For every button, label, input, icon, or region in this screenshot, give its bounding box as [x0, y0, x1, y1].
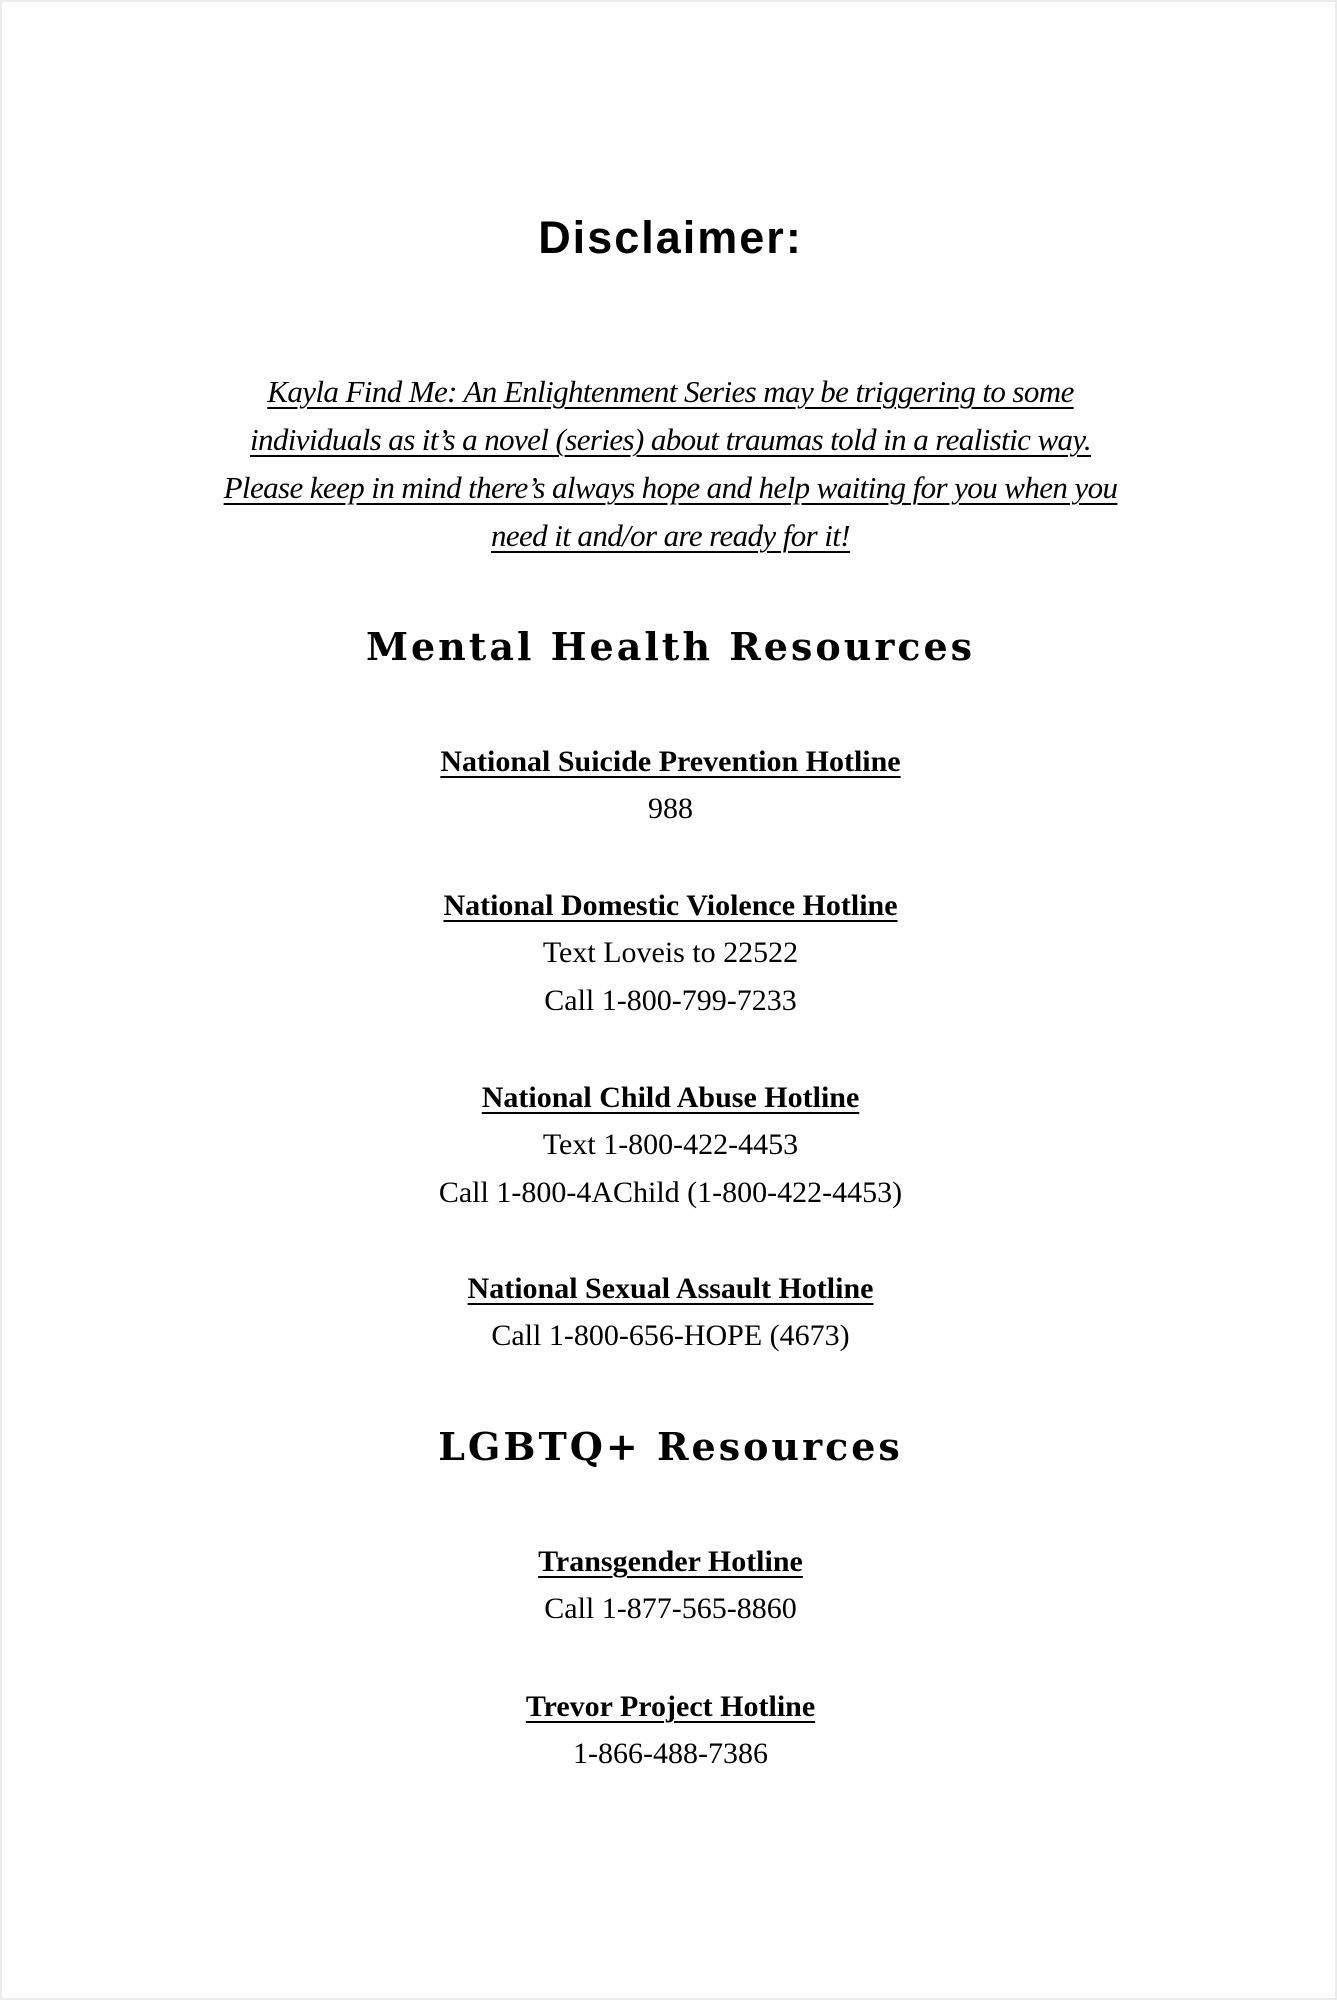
hotline-contact: Text Loveis to 22522 — [542, 936, 799, 969]
disclaimer-line: Please keep in mind there’s always hope and help waiting for you when you — [223, 470, 1118, 505]
hotline-contact: Call 1-800-656-HOPE (4673) — [491, 1319, 850, 1352]
hotline-contact: 988 — [648, 792, 693, 825]
hotline-name: National Sexual Assault Hotline — [467, 1272, 874, 1305]
section-heading-lgbtq: LGBTQ+ Resources — [438, 1424, 903, 1469]
hotline-name: National Suicide Prevention Hotline — [440, 745, 901, 778]
disclaimer-line: need it and/or are ready for it! — [490, 518, 851, 553]
hotline-name: National Child Abuse Hotline — [481, 1081, 860, 1114]
hotline-contact: Text 1-800-422-4453 — [542, 1128, 799, 1161]
section-heading-mental-health: Mental Health Resources — [365, 624, 976, 669]
hotline-name: Trevor Project Hotline — [525, 1690, 816, 1723]
hotline-contact: Call 1-800-4AChild (1-800-422-4453) — [438, 1176, 903, 1209]
hotline-name: Transgender Hotline — [538, 1545, 803, 1578]
hotline-name: National Domestic Violence Hotline — [443, 889, 898, 922]
hotline-contact: Call 1-800-799-7233 — [544, 984, 797, 1017]
disclaimer-title: Disclaimer: — [538, 212, 803, 263]
hotline-contact: Call 1-877-565-8860 — [544, 1592, 797, 1625]
disclaimer-line: Kayla Find Me: An Enlightenment Series may be triggering to some — [267, 374, 1074, 409]
hotline-contact: 1-866-488-7386 — [573, 1737, 768, 1770]
disclaimer-line: individuals as it’s a novel (series) about traumas told in a realistic way. — [249, 422, 1092, 457]
